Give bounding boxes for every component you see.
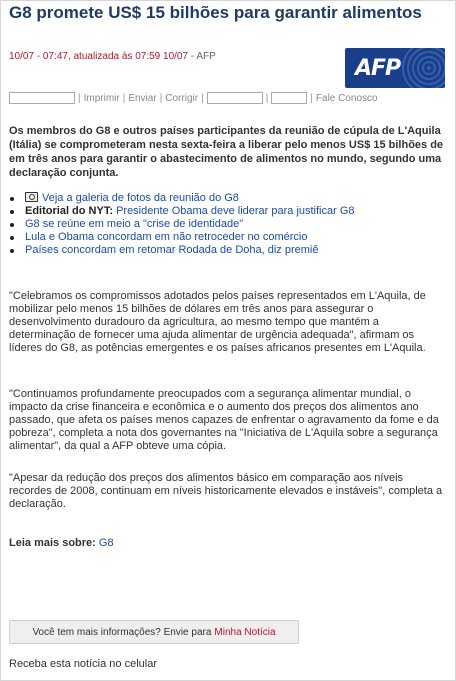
toolbar-separator: | xyxy=(310,92,313,104)
toolbar-input-1[interactable] xyxy=(9,92,75,104)
send-link[interactable]: Enviar xyxy=(128,92,157,104)
article-source: - AFP xyxy=(188,51,216,62)
related-link[interactable]: G8 se reúne em meio a "crise de identidade" xyxy=(25,218,244,230)
related-item[interactable] xyxy=(9,231,447,244)
toolbar-separator: | xyxy=(201,92,204,104)
toolbar-separator: | xyxy=(265,92,269,104)
related-item[interactable] xyxy=(9,218,447,231)
related-link[interactable]: Presidente Obama deve liderar para justificar G8 xyxy=(116,205,355,217)
toolbar-separator: | xyxy=(159,92,163,104)
toolbar-input-2[interactable] xyxy=(207,92,263,104)
article-title: G8 promete US$ 15 bilhões para garantir alimentos xyxy=(9,3,422,22)
toolbar-separator: | xyxy=(78,92,81,104)
read-more xyxy=(9,537,114,549)
afp-logo xyxy=(345,48,445,88)
related-prefix: Editorial do NYT: xyxy=(25,205,117,217)
article-lead: Os membros do G8 e outros países participantes da reunião de cúpula de L'Aquila (Itália) se comprometeram nesta sexta-feira a liberar pelo menos US$ 15 bilhões de em três anos para garantir o abastecimento de alimentos no mundo, segundo uma declaração conjunta. xyxy=(9,125,444,179)
body-paragraph: "Apesar da redução dos preços dos alimentos básico em comparação aos níveis recordes de 2008, continuam em níveis historicamente elevados e instáveis", completa a declaração. xyxy=(9,472,443,510)
print-link[interactable]: Imprimir xyxy=(83,92,120,104)
related-item[interactable] xyxy=(9,205,447,218)
read-more-label: Leia mais sobre: xyxy=(9,537,96,549)
send-info-text: Você tem mais informações? Envie para xyxy=(32,626,212,638)
body-paragraph: "Continuamos profundamente preocupados com a segurança alimentar mundial, o impacto da crise financeira e econômica e o aumento dos preços dos alimentos ano passado, que afeta os países menos capazes de enfrentar o agravamento da fome e da pobreza", completa a nota dos governantes na "Iniciativa de L'Aquila sobre a segurança alimentar", da qual a AFP obteve uma cópia. xyxy=(9,388,439,452)
related-item[interactable] xyxy=(9,192,447,205)
toolbar-separator: | xyxy=(122,92,126,104)
related-links xyxy=(9,192,447,257)
body-paragraph: "Celebramos os compromissos adotados pelos países representados em L'Aquila, de mobilizar pelo menos 15 bilhões de dólares em três anos para assegurar o desenvolvimento duradouro da agricultura, ao mesmo tempo que mantém a determinação de fornecer uma ajuda alimentar de urgência adequada", afirmam os líderes do G8, as potências emergentes e os países africanos presentes em L'Aquila. xyxy=(9,290,426,354)
related-item[interactable] xyxy=(9,244,447,257)
article-toolbar xyxy=(9,90,378,106)
mobile-link[interactable]: Receba esta notícia no celular xyxy=(9,658,157,670)
afp-globe-icon xyxy=(399,48,445,88)
afp-logo-text: AFP xyxy=(355,56,401,81)
article-date: 10/07 - 07:47 xyxy=(9,51,68,62)
correct-link[interactable]: Corrigir xyxy=(165,92,199,104)
tag-link-g8[interactable]: G8 xyxy=(98,537,114,549)
contact-link[interactable]: Fale Conosco xyxy=(315,92,378,104)
related-link[interactable]: Lula e Obama concordam em não retroceder no comércio xyxy=(25,231,308,243)
related-link[interactable]: Veja a galeria de fotos da reunião do G8 xyxy=(42,192,239,204)
toolbar-input-3[interactable] xyxy=(271,92,307,104)
minha-noticia-link[interactable]: Minha Notícia xyxy=(214,626,276,638)
related-link[interactable]: Países concordam em retomar Rodada de Doha, diz premiê xyxy=(25,244,319,256)
article-meta xyxy=(9,51,216,62)
camera-icon xyxy=(25,192,38,202)
article-updated: , atualizada às 07:59 10/07 xyxy=(67,51,189,62)
send-info-button[interactable] xyxy=(9,620,299,644)
